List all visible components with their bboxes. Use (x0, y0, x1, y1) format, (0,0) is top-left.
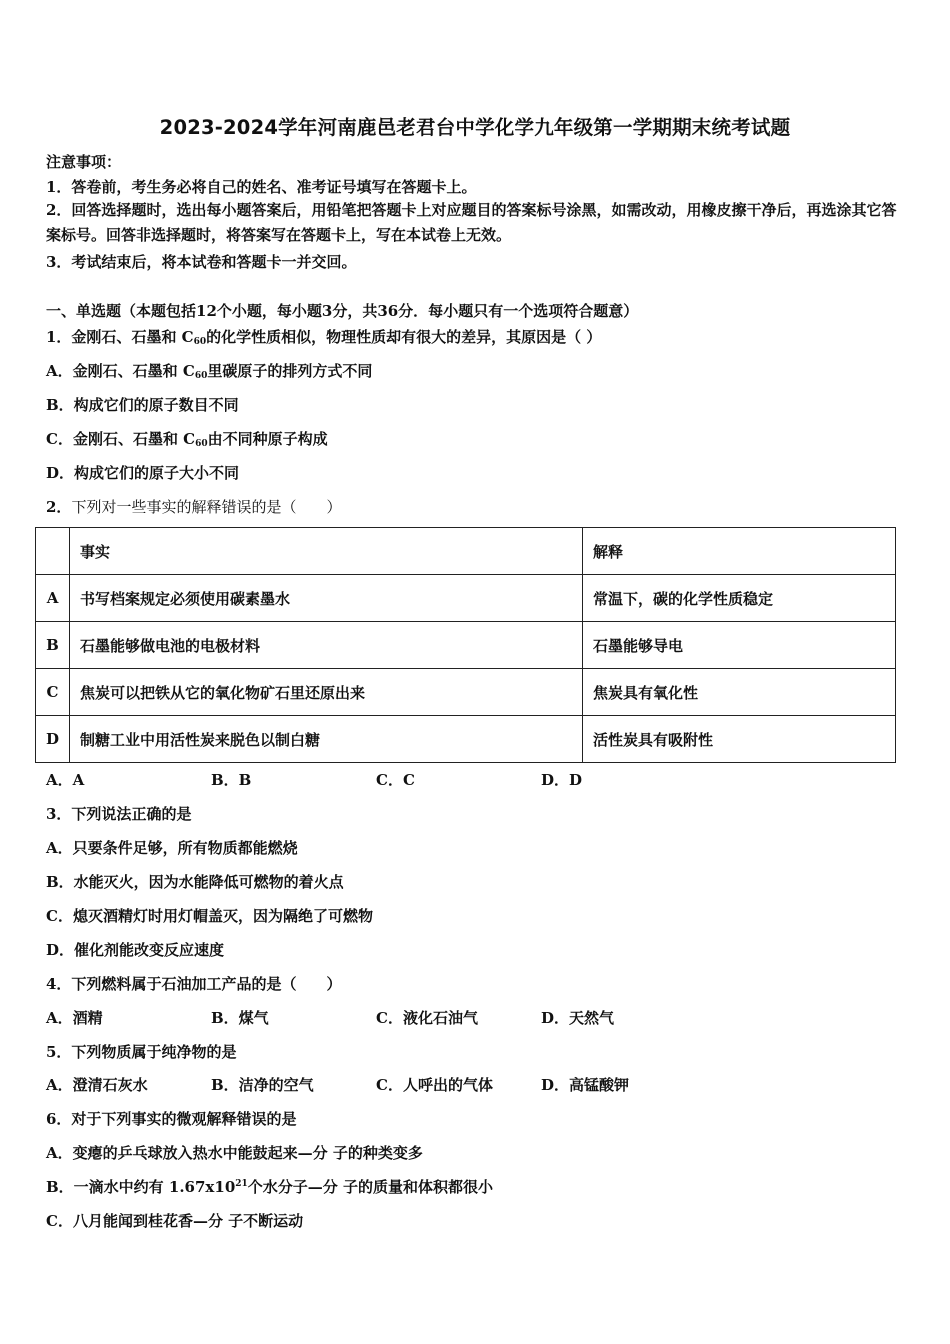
question-5-option-c: C．人呼出的气体 (376, 1076, 493, 1094)
question-5-option-a: A．澄清石灰水 (46, 1076, 148, 1094)
question-2-stem: 2．下列对一些事实的解释错误的是（ ） (46, 498, 342, 516)
notice-item-1: 1．答卷前，考生务必将自己的姓名、准考证号填写在答题卡上。 (46, 178, 477, 196)
question-3-stem: 3．下列说法正确的是 (46, 805, 192, 823)
question-6-option-a: A．变瘪的乒乓球放入热水中能鼓起来—分 子的种类变多 (46, 1144, 423, 1162)
question-1-option-a: A．金刚石、石墨和 $C_{60}$里碳原子的排列方式不同 (46, 362, 373, 381)
row-explain: 焦炭具有氧化性 (583, 669, 896, 716)
question-3-option-d: D．催化剂能改变反应速度 (46, 941, 225, 959)
question-2-option-a: A．A (46, 771, 85, 789)
table-row (36, 575, 896, 622)
table-header-label (36, 528, 70, 575)
row-explain: 常温下，碳的化学性质稳定 (583, 575, 896, 622)
question-1-stem: 1．金刚石、石墨和 $C_{60}$的化学性质相似，物理性质却有很大的差异，其原因是（ ） (46, 328, 602, 347)
row-fact: 焦炭可以把铁从它的氧化物矿石里还原出来 (70, 669, 583, 716)
question-4-option-a: A．酒精 (46, 1009, 103, 1027)
question-5-stem: 5．下列物质属于纯净物的是 (46, 1043, 237, 1061)
question-1-option-c: C．金刚石、石墨和 $C_{60}$由不同种原子构成 (46, 430, 328, 449)
row-label: D (36, 716, 70, 763)
facts-table (35, 527, 896, 763)
table-header-row (36, 528, 896, 575)
row-label: C (36, 669, 70, 716)
section-heading: 一、单选题（本题包括12个小题，每小题3分，共36分．每小题只有一个选项符合题意） (46, 302, 639, 320)
notice-heading: 注意事项： (46, 153, 122, 171)
question-5-option-b: B．洁净的空气 (211, 1076, 314, 1094)
question-1-option-b: B．构成它们的原子数目不同 (46, 396, 239, 414)
table-row (36, 622, 896, 669)
notice-item-2: 2．回答选择题时，选出每小题答案后，用铅笔把答题卡上对应题目的答案标号涂黑，如需改动，用橡皮擦干净后，再选涂其它答案标号。回答非选择题时，将答案写在答题卡上，写在本试卷上无效。 (46, 201, 897, 244)
question-6-option-c: C．八月能闻到桂花香—分 子不断运动 (46, 1212, 304, 1230)
row-explain: 石墨能够导电 (583, 622, 896, 669)
table-header-explain: 解释 (583, 528, 896, 575)
question-3-option-a: A．只要条件足够，所有物质都能燃烧 (46, 839, 298, 857)
table-header-fact: 事实 (70, 528, 583, 575)
row-fact: 石墨能够做电池的电极材料 (70, 622, 583, 669)
row-label: A (36, 575, 70, 622)
question-6-stem: 6．对于下列事实的微观解释错误的是 (46, 1110, 297, 1128)
question-4-option-c: C．液化石油气 (376, 1009, 478, 1027)
row-fact: 书写档案规定必须使用碳素墨水 (70, 575, 583, 622)
question-4-stem: 4．下列燃料属于石油加工产品的是（ ） (46, 975, 342, 993)
question-5-option-d: D．高锰酸钾 (541, 1076, 630, 1094)
question-1-option-d: D．构成它们的原子大小不同 (46, 464, 240, 482)
question-2-option-c: C．C (376, 771, 415, 789)
row-label: B (36, 622, 70, 669)
row-fact: 制糖工业中用活性炭来脱色以制白糖 (70, 716, 583, 763)
question-2-option-b: B．B (211, 771, 252, 789)
question-4-option-b: B．煤气 (211, 1009, 269, 1027)
question-3-option-b: B．水能灭火，因为水能降低可燃物的着火点 (46, 873, 344, 891)
question-4-option-d: D．天然气 (541, 1009, 615, 1027)
question-6-option-b: B．一滴水中约有 $1.67x10^{21}$个水分子—分 子的质量和体积都很小 (46, 1178, 494, 1196)
table-row (36, 716, 896, 763)
notice-item-3: 3．考试结束后，将本试卷和答题卡一并交回。 (46, 253, 357, 271)
row-explain: 活性炭具有吸附性 (583, 716, 896, 763)
table-row (36, 669, 896, 716)
exam-title: 2023-2024学年河南鹿邑老君台中学化学九年级第一学期期末统考试题 (159, 116, 791, 139)
question-3-option-c: C．熄灭酒精灯时用灯帽盖灭，因为隔绝了可燃物 (46, 907, 373, 925)
question-2-option-d: D．D (541, 771, 583, 789)
